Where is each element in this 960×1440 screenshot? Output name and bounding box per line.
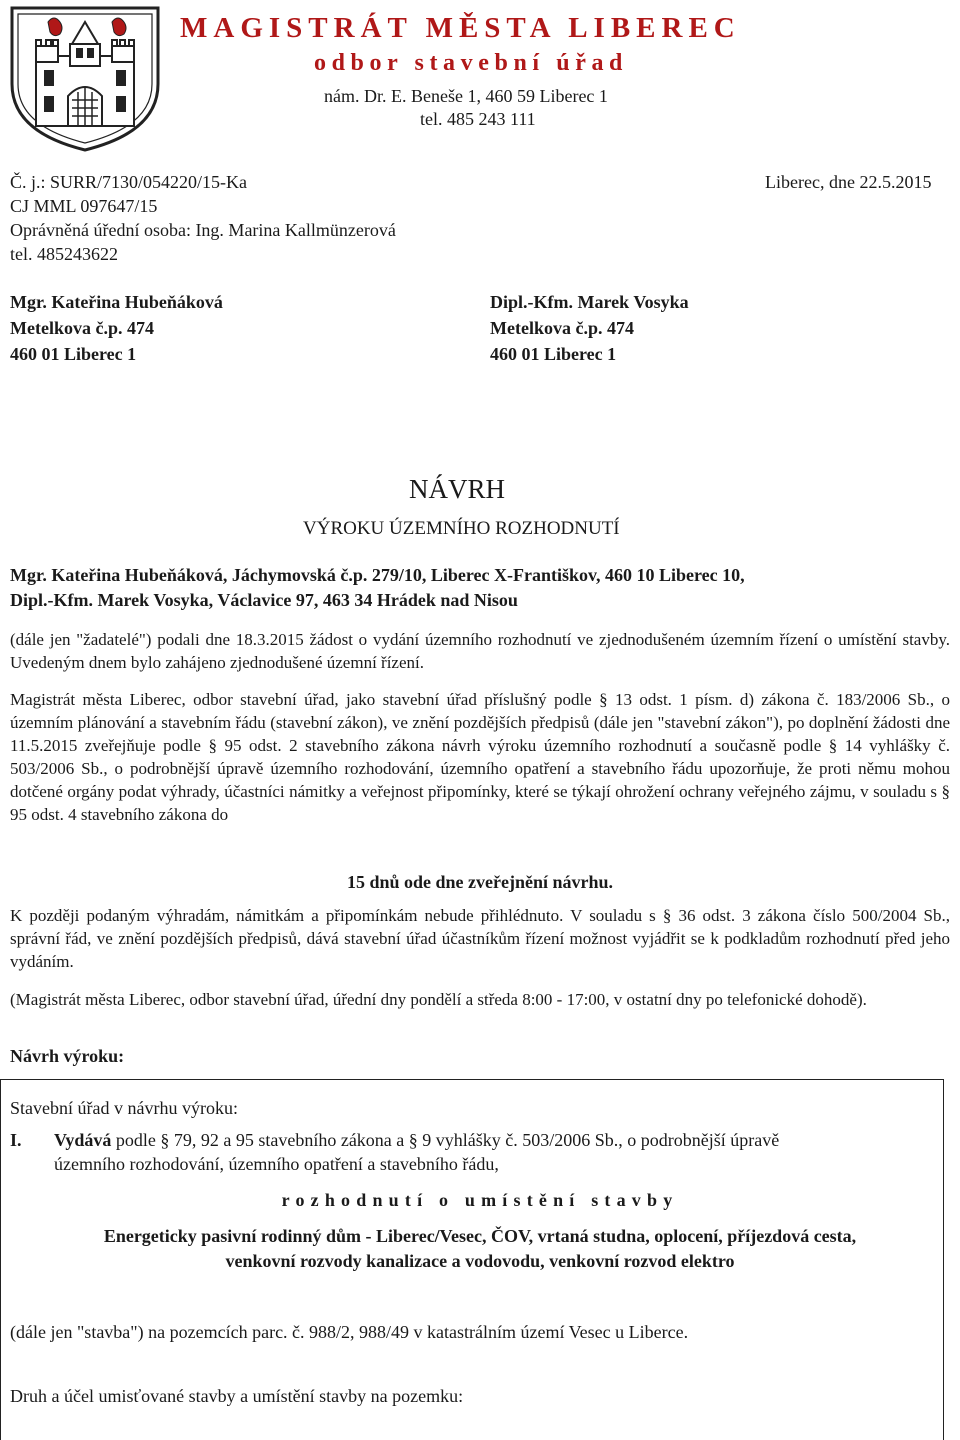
authorized-official: Oprávněná úřední osoba: Ing. Marina Kallmünzerová (10, 220, 396, 240)
recipient-1-street: Metelkova č.p. 474 (10, 318, 154, 338)
building-name-line-2: venkovní rozvody kanalizace a vodovodu, venkovní rozvod elektro (225, 1251, 735, 1271)
proposal-intro: Stavební úřad v návrhu výroku: (10, 1098, 238, 1118)
reference-number: Č. j.: SURR/7130/054220/15-Ka (10, 172, 248, 192)
place-date: Liberec, dne 22.5.2015 (765, 172, 932, 192)
document-title: NÁVRH (409, 474, 506, 504)
department-name: odbor stavební úřad (314, 50, 629, 76)
org-name: MAGISTRÁT MĚSTA LIBEREC (180, 12, 741, 44)
recipient-2-name: Dipl.-Kfm. Marek Vosyka (490, 292, 689, 312)
authority-paragraph: Magistrát města Liberec, odbor stavební úřad, jako stavební úřad příslušný podle § 13 odst. 1 písm. d) zákona č. 183/2006 Sb., o územním plánování a stavebním řádu (stavební zákon), ve znění pozdějších předpisů (dále jen "stavební zákon"), po doplnění žádosti dne 11.5.2015 zveřejňuje podle § 95 odst. 2 stavebního zákona návrh výroku územního rozhodnutí a současně podle § 14 vyhlášky č. 503/2006 Sb., o podrobnější úpravě územního rozhodování, územního opatření a stavebního řádu upozorňuje, že proti němu mohou dotčené orgány podat výhrady, účastníci námitky a veřejnost připomínky, které se týkají ohrožení ochrany veřejného zájmu, v souladu s § 95 odst. 4 stavebního zákona do (10, 690, 950, 824)
recipient-1-name: Mgr. Kateřina Hubeňáková (10, 292, 223, 312)
recipient-2-street: Metelkova č.p. 474 (490, 318, 634, 338)
purpose-line: Druh a účel umisťované stavby a umístění stavby na pozemku: (10, 1386, 464, 1406)
office-hours-paragraph: (Magistrát města Liberec, odbor stavební úřad, úřední dny pondělí a středa 8:00 - 17:00, v ostatní dny po telefonické dohodě). (10, 990, 867, 1009)
recipient-1-city: 460 01 Liberec 1 (10, 344, 137, 364)
deadline-notice: 15 dnů ode dne zveřejnění návrhu. (346, 872, 614, 892)
city-crest-logo (8, 4, 162, 154)
application-paragraph: (dále jen "žadatelé") podali dne 18.3.2015 žádost o vydání územního rozhodnutí ve zjednodušeném územním řízení o umístění stavby. Uvedeným dnem bylo zahájeno zjednodušené územní řízení. (10, 630, 950, 672)
item-rest-1: podle § 79, 92 a 95 stavebního zákona a § 9 vyhlášky č. 503/2006 Sb., o podrobnější úpravě (111, 1130, 780, 1150)
item-number: I. (10, 1130, 22, 1150)
applicant-line-1: Mgr. Kateřina Hubeňáková, Jáchymovská č.p. 279/10, Liberec X-Františkov, 460 10 Liberec 10, (10, 565, 745, 585)
late-objections-paragraph: K později podaným výhradám, námitkám a připomínkám nebude přihlédnuto. V souladu s § 36 odst. 3 zákona číslo 500/2004 Sb., správní řád, ve znění pozdějších předpisů, dává stavební úřad účastníkům řízení možnost vyjádřit se k podkladům rozhodnutí před jeho vydáním. (10, 906, 950, 971)
official-phone: tel. 485243622 (10, 244, 118, 264)
cj-number: CJ MML 097647/15 (10, 196, 158, 216)
applicant-line-2: Dipl.-Kfm. Marek Vosyka, Václavice 97, 463 34 Hrádek nad Nisou (10, 590, 518, 610)
item-text-line-2: územního rozhodování, územního opatření a stavebního řádu, (54, 1154, 499, 1174)
org-phone: tel. 485 243 111 (420, 109, 536, 129)
item-text-line-1 (54, 1130, 779, 1151)
decision-title: rozhodnutí o umístění stavby (281, 1190, 679, 1210)
document-subtitle: VÝROKU ÚZEMNÍHO ROZHODNUTÍ (303, 518, 620, 539)
org-address: nám. Dr. E. Beneše 1, 460 59 Liberec 1 (324, 86, 608, 106)
item-verb: Vydává (54, 1130, 112, 1150)
recipient-2-city: 460 01 Liberec 1 (490, 344, 617, 364)
proposal-heading: Návrh výroku: (10, 1046, 125, 1066)
building-name-line-1: Energeticky pasivní rodinný dům - Liberec/Vesec, ČOV, vrtaná studna, oplocení, příjezdová cesta, (103, 1226, 857, 1246)
plots-line: (dále jen "stavba") na pozemcích parc. č. 988/2, 988/49 v katastrálním území Vesec u Liberce. (10, 1322, 689, 1342)
